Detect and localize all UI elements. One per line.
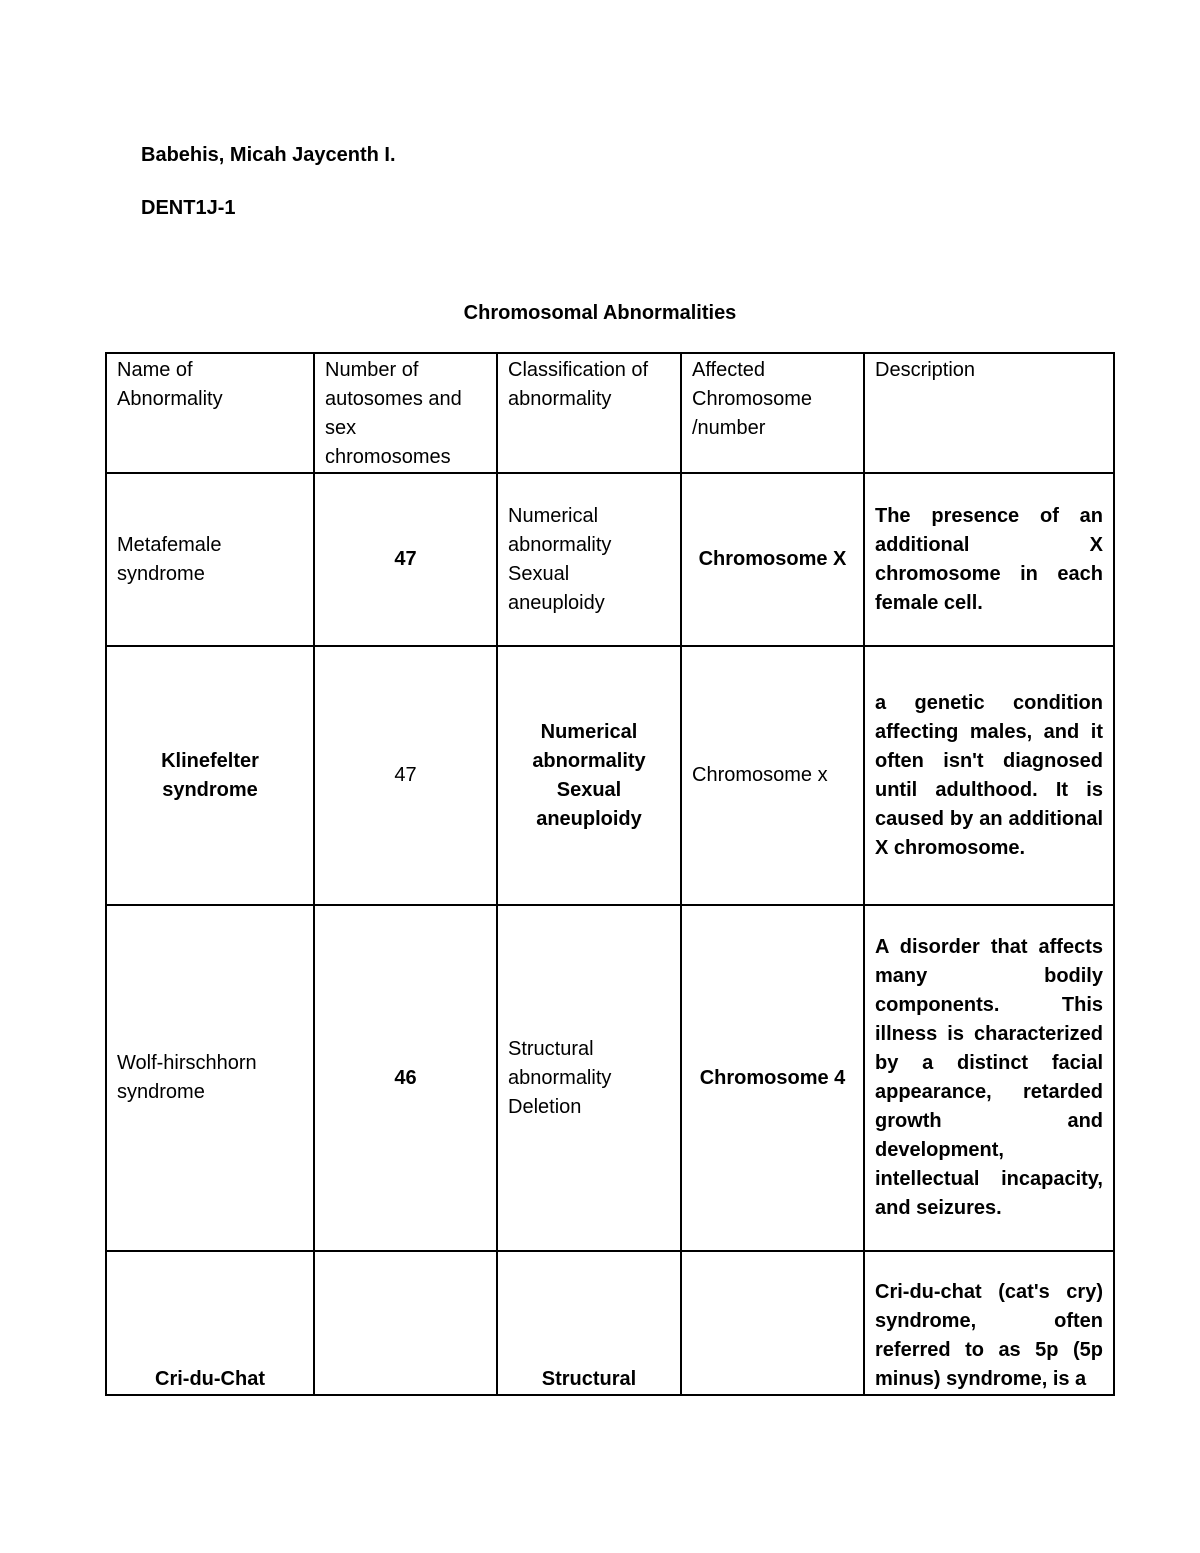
description: A disorder that affects many bodily components. This illness is characterized by a distinct facial appearance, retarded growth and development, intellectual incapacity, and seizures. [864,905,1114,1251]
chromosome-count: 47 [314,646,497,905]
classification: Numerical abnormality Sexual aneuploidy [497,473,681,646]
column-header-number: Number of autosomes and sex chromosomes [314,353,497,473]
author-name: Babehis, Micah Jaycenth I. [141,144,396,166]
affected-chromosome: Chromosome x [681,646,864,905]
affected-chromosome: Chromosome X [681,473,864,646]
column-header-chromosome: Affected Chromosome /number [681,353,864,473]
classification: Structural abnormality Deletion [497,905,681,1251]
description: Cri-du-chat (cat's cry) syndrome, often referred to as 5p (5p minus) syndrome, is a [864,1251,1114,1395]
table-row [106,905,1114,1251]
affected-chromosome [681,1251,864,1395]
classification: Numerical abnormality Sexual aneuploidy [497,646,681,905]
classification: Structural [497,1251,681,1395]
document-title: Chromosomal Abnormalities [463,302,737,324]
table-header-row [106,353,1114,473]
section-code: DENT1J-1 [141,197,236,219]
chromosome-count: 47 [314,473,497,646]
abnormality-name: Metafemale syndrome [106,473,314,646]
chromosome-count: 46 [314,905,497,1251]
abnormality-name: Wolf-hirschhorn syndrome [106,905,314,1251]
column-header-classification: Classification of abnormality [497,353,681,473]
description: The presence of an additional X chromosome in each female cell. [864,473,1114,646]
abnormalities-table [105,352,1115,1396]
abnormality-name: Cri-du-Chat [106,1251,314,1395]
column-header-name: Name of Abnormality [106,353,314,473]
chromosome-count [314,1251,497,1395]
abnormality-name: Klinefelter syndrome [106,646,314,905]
affected-chromosome: Chromosome 4 [681,905,864,1251]
column-header-description: Description [864,353,1114,473]
description: a genetic condition affecting males, and it often isn't diagnosed until adulthood. It is caused by an additional X chromosome. [864,646,1114,905]
table-row [106,646,1114,905]
table-row [106,473,1114,646]
table-row [106,1251,1114,1395]
